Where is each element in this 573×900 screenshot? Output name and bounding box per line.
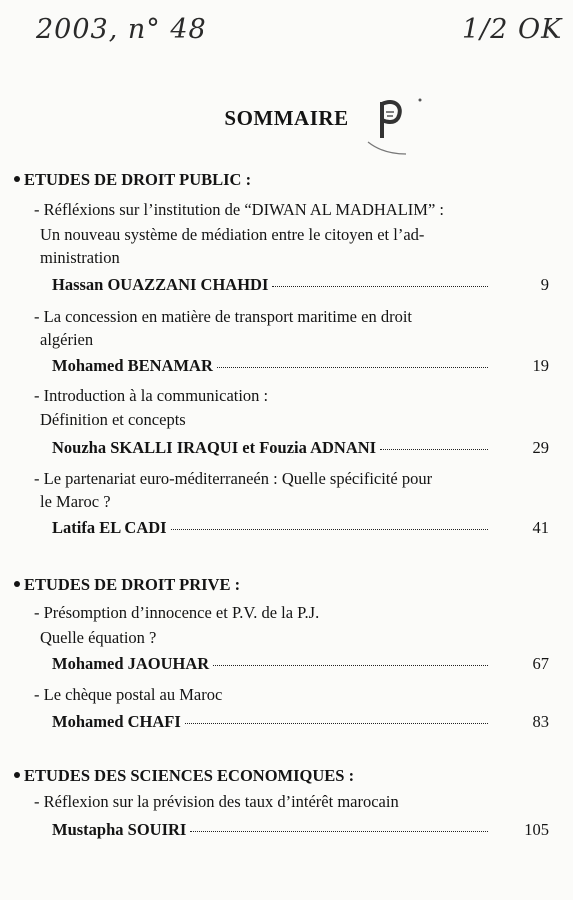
article-title-line: Définition et concepts [40,410,186,429]
dot-leader [272,286,488,287]
section-heading-private-law: ETUDES DE DROIT PRIVE : [14,575,240,595]
article-author: Mohamed CHAFI [52,712,492,732]
page-number: 83 [532,712,549,731]
dot-leader [217,367,488,368]
dot-leader [171,529,488,530]
bullet-icon [14,176,20,182]
article-title-line: ministration [40,248,120,267]
section-heading-public-law: ETUDES DE DROIT PUBLIC : [14,170,251,190]
section-heading-economic-sciences: ETUDES DES SCIENCES ECONOMIQUES : [14,766,354,786]
handwritten-note-right: 1/2 OK [462,14,563,45]
article-title-line: - Le chèque postal au Maroc [34,685,223,704]
handwritten-note-left: 2003, n° 48 [36,14,207,45]
article-author: Mustapha SOUIRI [52,820,492,840]
article-title-line: - Présomption d’innocence et P.V. de la P.J. [34,603,320,622]
article-title-line: Un nouveau système de médiation entre le citoyen et l’ad- [40,225,425,244]
dot-leader [380,449,488,450]
dot-leader [213,665,488,666]
article-author: Mohamed JAOUHAR [52,654,492,674]
page-title: SOMMAIRE [224,106,349,130]
article-title-line: - Le partenariat euro-méditerraneén : Quelle spécificité pour [34,469,433,488]
article-author: Nouzha SKALLI IRAQUI et Fouzia ADNANI [52,438,492,458]
page-number: 19 [532,356,549,375]
article-title-line: - Introduction à la communication : [34,386,269,405]
article-author: Latifa EL CADI [52,518,492,538]
article-title-line: - La concession en matière de transport maritime en droit [34,307,412,326]
bullet-icon [14,772,20,778]
page-number: 29 [532,438,549,457]
page-number: 9 [540,275,549,294]
page-number: 67 [532,654,549,673]
article-author: Mohamed BENAMAR [52,356,492,376]
library-stamp-mark [360,92,430,167]
bullet-icon [14,581,20,587]
article-title-line: algérien [40,330,94,349]
article-title-line: - Réfléxions sur l’institution de “DIWAN AL MADHALIM” : [34,200,444,219]
article-author: Hassan OUAZZANI CHAHDI [52,275,492,295]
article-title-line: Quelle équation ? [40,628,157,647]
page-number: 105 [524,820,549,839]
article-title-line: - Réflexion sur la prévision des taux d’intérêt marocain [34,792,399,811]
dot-leader [190,831,488,832]
dot-leader [185,723,488,724]
article-title-line: le Maroc ? [40,492,111,511]
page-number: 41 [532,518,549,537]
